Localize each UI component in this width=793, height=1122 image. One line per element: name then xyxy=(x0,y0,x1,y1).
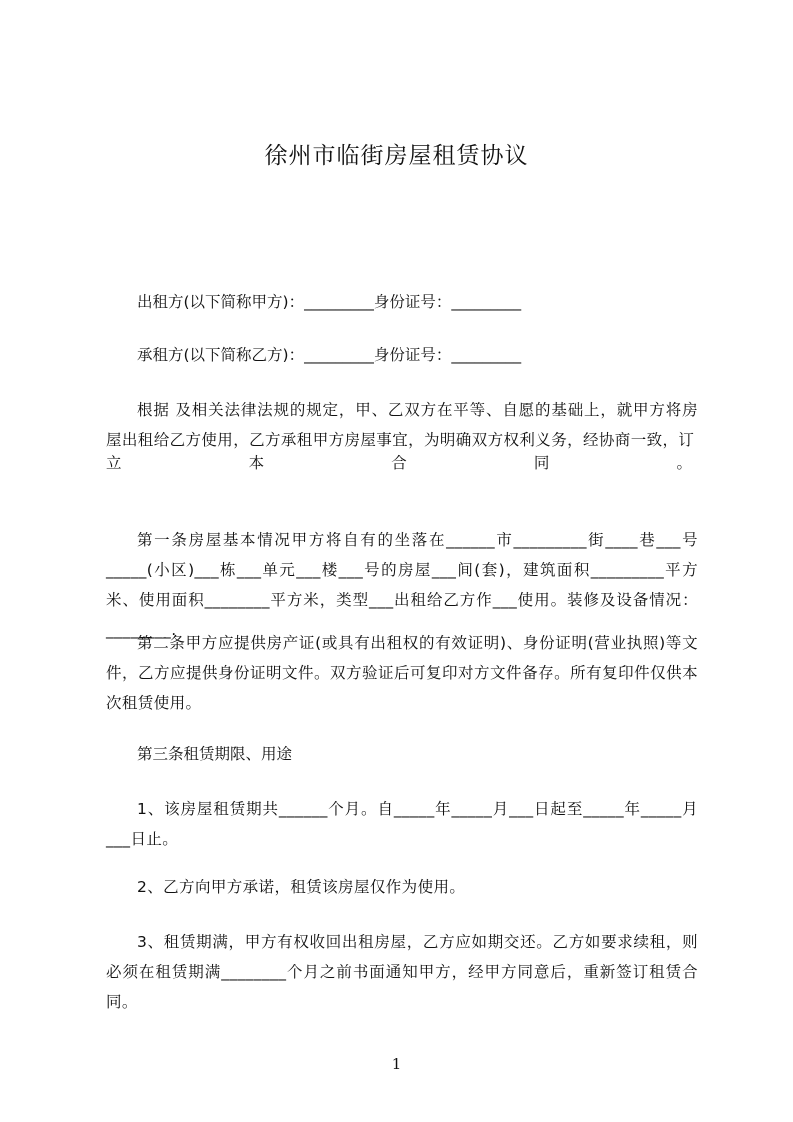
article-1-paragraph: 第一条房屋基本情况甲方将自有的坐落在______市_________街____巷___号_____(小区)___栋___单元___楼___号的房屋___间(套)，建筑面积_________平方米、使用面积________平方米，类型___出租给乙方作___使用。装修及设备情况：________. xyxy=(106,531,698,639)
clause-1-paragraph: 1、该房屋租赁期共______个月。自_____年_____月___日起至_____年_____月___日止。 xyxy=(106,800,698,848)
spread-char: 立 xyxy=(106,454,122,472)
page-number: 1 xyxy=(391,1055,402,1073)
lessee-line: 承租方(以下简称乙方)：_________身份证号：_________ xyxy=(137,346,522,364)
spread-char: 合 xyxy=(391,454,407,472)
preamble-paragraph: 根据 及相关法律法规的规定，甲、乙双方在平等、自愿的基础上，就甲方将房屋出租给乙方使用，乙方承租甲方房屋事宜，为明确双方权利义务，经协商一致，订 xyxy=(106,401,698,449)
spread-char: 本 xyxy=(248,454,265,472)
lessor-line: 出租方(以下简称甲方)：_________身份证号：_________ xyxy=(137,293,522,311)
clause-3-paragraph: 3、租赁期满，甲方有权收回出租房屋，乙方应如期交还。乙方如要求续租，则必须在租赁期满________个月之前书面通知甲方，经甲方同意后，重新签订租赁合同。 xyxy=(106,933,698,1011)
clause-2-paragraph: 2、乙方向甲方承诺，租赁该房屋仅作为使用。 xyxy=(137,878,466,896)
spread-char: 。 xyxy=(676,454,692,472)
preamble-spread-line xyxy=(106,452,692,474)
document-title: 徐州市临街房屋租赁协议 xyxy=(264,143,529,169)
spread-char: 同 xyxy=(533,454,550,472)
article-2-paragraph: 第二条甲方应提供房产证(或具有出租权的有效证明)、身份证明(营业执照)等文件，乙方应提供身份证明文件。双方验证后可复印对方文件备存。所有复印件仅供本次租赁使用。 xyxy=(106,634,698,712)
article-3-heading: 第三条租赁期限、用途 xyxy=(137,745,293,763)
